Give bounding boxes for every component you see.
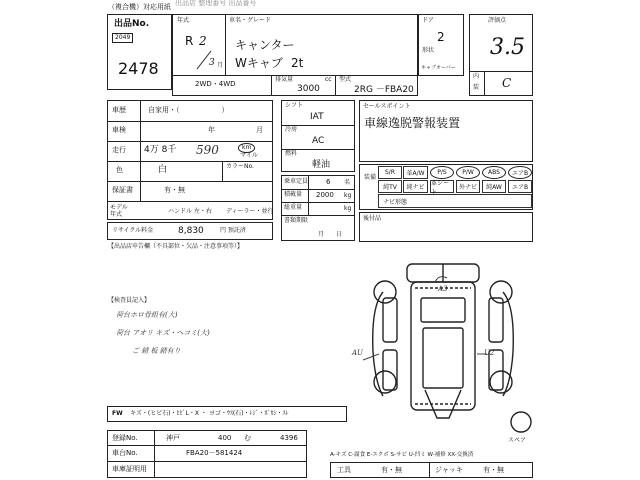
displacement-label: 排気量 — [275, 76, 294, 83]
era: R — [185, 34, 194, 48]
lot-number: 2478 — [118, 59, 159, 78]
recycle-row — [107, 222, 273, 240]
tools-value: 有・無 — [381, 466, 402, 474]
handle-label: ハンドル 左・右 — [168, 208, 212, 215]
score-label: 評価点 — [488, 17, 507, 24]
year-label: 年式 — [177, 17, 190, 24]
capacity-unit: 名 — [344, 179, 351, 186]
equip-power-steering: P/S — [430, 166, 454, 179]
left-fields — [107, 100, 273, 220]
month-value: 3 — [209, 58, 215, 68]
mileage-label: 走行 — [112, 146, 126, 154]
registration-number: 4396 — [280, 434, 298, 442]
navi-type-row — [378, 194, 532, 208]
damage-legend: A-キズ C-腐食 E-エクボ S-サビ U-凹ミ W-補修 XX-交換済 — [330, 452, 474, 458]
inspector-note-3: ご 錆 板 錆有り — [132, 347, 181, 355]
model-year-label: モデル 年式 — [110, 204, 128, 218]
expiry-unit: 月 日 — [318, 231, 343, 238]
score-value: 3.5 — [490, 35, 525, 60]
inspection-month-unit: 月 — [256, 126, 263, 134]
interior-label-1: 内 — [473, 73, 480, 80]
tools-jack-row — [330, 462, 533, 478]
load-unit: kg — [344, 192, 352, 199]
gross-unit: kg — [344, 205, 352, 212]
fuel-value: 軽油 — [312, 160, 331, 170]
equip-leather-aw: 革A/W — [403, 166, 428, 179]
damage-mark-u2: U2 — [484, 349, 495, 357]
capacity-label: 乗車定員 — [284, 178, 309, 185]
registration-area: 神戸 — [166, 434, 180, 442]
shape-label: 形状 — [422, 47, 435, 54]
lot-number-box — [107, 14, 172, 90]
selling-points-box — [359, 100, 533, 162]
postfit-box — [359, 212, 533, 242]
mileage-unit-mile: マイル — [240, 152, 258, 159]
tonnage: 2t — [291, 56, 304, 70]
equip-sunroof: S/R — [378, 166, 402, 179]
postfit-label: 後付品 — [363, 215, 382, 222]
usage-value: 自家用・（ ） — [148, 106, 229, 114]
fuel-label: 燃料 — [285, 150, 298, 157]
color-no-label: カラーNo. — [226, 163, 254, 170]
inspector-note-2: 荷台 アオリ キズ・ヘコミ(大) — [116, 329, 210, 337]
equip-abs: ABS — [482, 166, 506, 179]
equip-aftermarket-navi: 外ナビ — [456, 180, 480, 193]
registration-row — [107, 430, 307, 446]
seller-notice-label: 【出品店申告欄（不具部位・欠品・注意事項等）】 — [108, 243, 244, 250]
top-faint-text: 出品店 整理番号 出品番号 — [175, 0, 257, 7]
warranty-label: 保証書 — [112, 186, 133, 194]
registration-class: 400 — [218, 434, 232, 442]
chassis-value: FBA20－581424 — [186, 449, 243, 457]
inspection-year-unit: 年 — [208, 126, 215, 134]
equip-power-window: P/W — [456, 166, 480, 179]
shift-value: IAT — [310, 112, 324, 122]
jack-label: ジャッキ — [435, 466, 463, 474]
inspection-label: 車検 — [112, 126, 126, 134]
warranty-value: 有・無 — [164, 186, 185, 194]
interior-value: C — [502, 76, 512, 90]
model-type: 2RG －FBA20 — [354, 85, 414, 95]
mileage-handwritten: 590 — [196, 143, 219, 157]
damage-mark-au: AU — [352, 349, 363, 357]
cab-over-label: キャブオーバー — [421, 65, 456, 71]
chassis-row — [107, 446, 307, 462]
lot-label: 出品No. — [114, 19, 150, 29]
lot-sub-number: 2049 — [112, 33, 133, 43]
cert-row — [107, 462, 307, 478]
ac-label: 冷房 — [285, 126, 298, 133]
capacity-value: 6 — [326, 178, 331, 186]
recycle-value: 8,830 — [178, 226, 204, 236]
spare-label: スペア — [508, 437, 527, 444]
displacement: 3000 — [297, 84, 320, 94]
recycle-unit: 円 預託済 — [220, 227, 246, 234]
equip-airbag-2: エアB — [508, 180, 532, 193]
cert-label: 車庫証明用 — [112, 465, 147, 473]
load-label: 積載量 — [284, 191, 303, 198]
chassis-label: 車台No. — [112, 449, 138, 457]
door-label: ドア — [422, 17, 434, 24]
model-name: キャンター — [235, 38, 295, 52]
equip-airbag: エアB — [508, 166, 532, 179]
recycle-label: リサイクル料金 — [112, 227, 154, 234]
equip-leather-seat: 革シート — [430, 180, 454, 193]
grade: Wキャブ — [235, 56, 283, 70]
equip-oem-aw: 純AW — [482, 180, 506, 193]
score-box — [469, 14, 533, 96]
drive-type: 2WD・4WD — [195, 80, 236, 88]
load-value: 2000 — [316, 191, 334, 199]
equipment-label: 装備 — [364, 174, 377, 181]
month-unit: 月 — [217, 62, 224, 69]
color-label: 色 — [116, 166, 123, 174]
mid-fields-bottom — [281, 175, 355, 241]
tools-label: 工具 — [337, 466, 351, 474]
mileage-unit-km: km — [238, 143, 255, 153]
year-value: 2 — [199, 34, 207, 48]
selling-points-text: 車線逸脱警報装置 — [364, 116, 461, 130]
doors-value: 2 — [437, 30, 445, 44]
equip-oem-navi: 純ナビ — [403, 180, 428, 193]
shift-label: シフト — [285, 102, 304, 109]
model-grade-label: 車名・グレード — [229, 17, 272, 24]
color-value: 白 — [158, 165, 168, 175]
jack-value: 有・無 — [483, 466, 504, 474]
fw-items: キズ・(ヒビ石)・ﾋﾋﾞL・X ・ ヨゴ・ｳｽ(石)・ﾚｼﾞ・ﾎﾞｶｼ・ｽﾚ — [130, 410, 289, 417]
dealer-label: ディーラー・並行 — [226, 208, 274, 215]
mileage-printed: 4万 8千 — [144, 145, 177, 155]
vehicle-box — [172, 14, 418, 76]
damage-mark-a3: A3 — [438, 285, 448, 293]
inspector-note-1: 荷台ホロ骨組有(大) — [116, 311, 178, 319]
mid-fields-top — [281, 100, 355, 172]
interior-label-2: 装 — [473, 84, 480, 91]
expiry-label: 書類期限 — [284, 217, 309, 224]
gross-label: 総重量 — [284, 204, 303, 211]
fw-label: FW — [112, 410, 123, 417]
form-title: （複合機）対応用紙 — [108, 3, 171, 11]
usage-label: 車歴 — [112, 106, 126, 114]
registration-label: 登録No. — [112, 434, 138, 442]
navi-type-label: ナビ形態 — [383, 198, 408, 206]
displacement-unit: cc — [325, 76, 332, 83]
fw-row — [107, 406, 347, 422]
selling-points-label: セールスポイント — [363, 103, 411, 110]
registration-kana: む — [244, 434, 251, 442]
equip-oem-tv: 純TV — [378, 180, 402, 193]
door-box — [418, 14, 464, 76]
inspector-label: 【検査員記入】 — [108, 297, 151, 304]
equipment-box — [359, 164, 533, 210]
ac-value: AC — [312, 136, 325, 146]
type-label: 型式 — [339, 76, 352, 83]
